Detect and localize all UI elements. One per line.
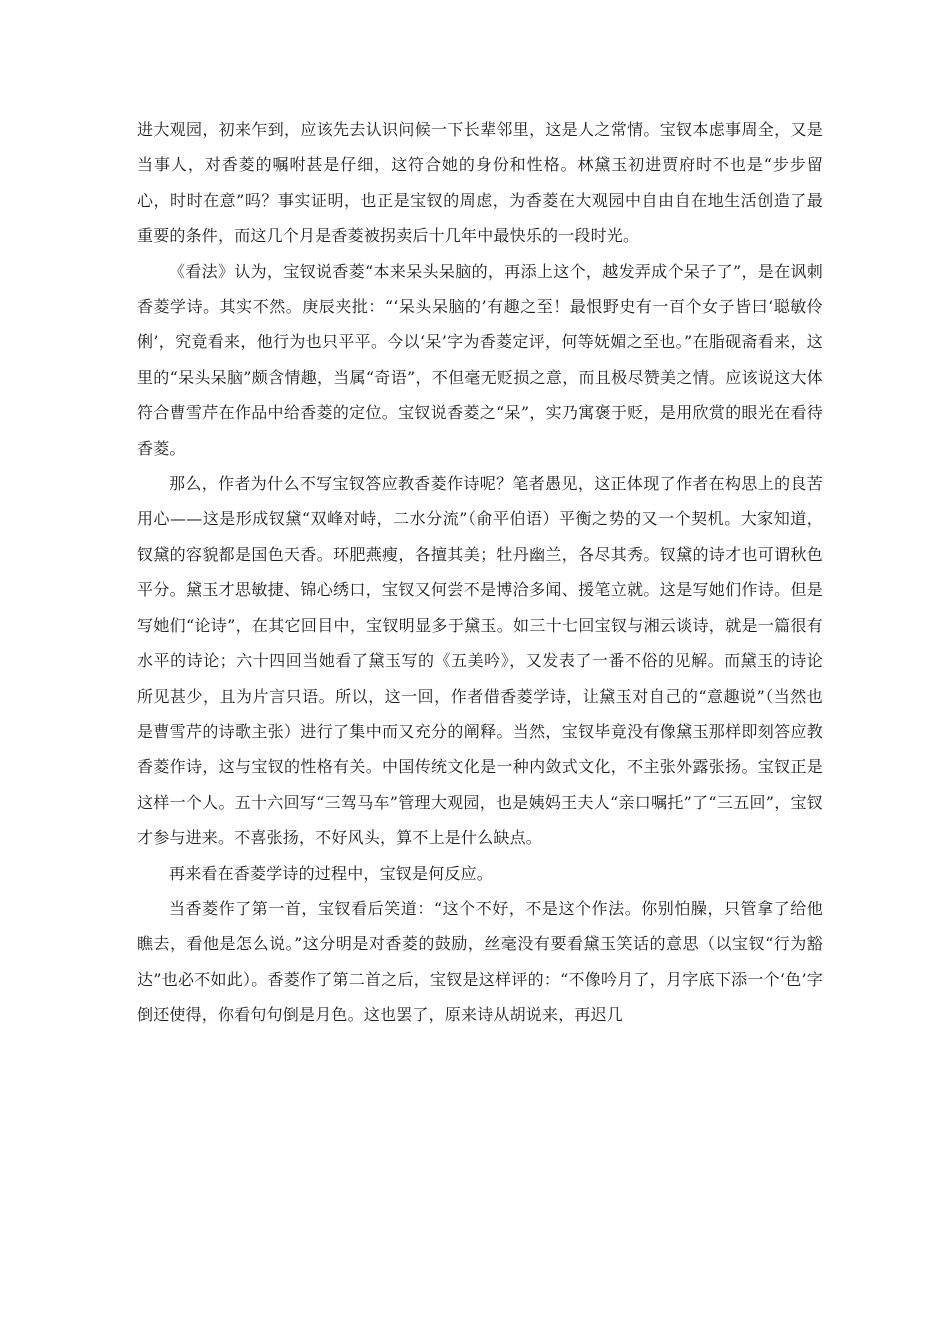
body-text [137,112,823,1033]
paragraph-4: 再来看在香菱学诗的过程中，宝钗是何反应。 [169,863,494,883]
paragraph-2: 《看法》认为，宝钗说香菱“本来呆头呆脑的，再添上这个，越发弄成个呆子了”，是在讽刺香菱学诗。其实不然。庚辰夹批：“‘呆头呆脑的’有趣之至！最恨野史有一百个女子皆曰‘聪敏伶俐’，究竟看来，他行为也只平平。今以‘呆’字为香菱定评，何等妩媚之至也。”在脂砚斋看来，这里的“呆头呆脑”颇含情趣，当属“奇语”，不但毫无贬损之意，而且极尽赞美之情。应该说这大体符合曹雪芹在作品中给香菱的定位。宝钗说香菱之“呆”，实乃寓褒于贬，是用欣赏的眼光在看待香菱。 [137,261,823,458]
paragraph-5: 当香菱作了第一首，宝钗看后笑道：“这个不好，不是这个作法。你别怕臊，只管拿了给他瞧去，看他是怎么说。”这分明是对香菱的鼓励，丝毫没有要看黛玉笑话的意思（以宝钗“行为豁达”也必不如此）。香菱作了第二首之后，宝钗是这样评的：“不像吟月了，月字底下添一个‘色’字倒还使得，你看句句倒是月色。这也罢了，原来诗从胡说来，再迟几 [137,898,823,1025]
paragraph-3: 那么，作者为什么不写宝钗答应教香菱作诗呢？笔者愚见，这正体现了作者在构思上的良苦用心——这是形成钗黛“双峰对峙，二水分流”（俞平伯语）平衡之势的又一个契机。大家知道，钗黛的容貌都是国色天香。环肥燕瘦，各擅其美；牡丹幽兰，各尽其秀。钗黛的诗才也可谓秋色平分。黛玉才思敏捷、锦心绣口，宝钗又何尝不是博洽多闻、援笔立就。这是写她们作诗。但是写她们“论诗”，在其它回目中，宝钗明显多于黛玉。如三十七回宝钗与湘云谈诗，就是一篇很有水平的诗论；六十四回当她看了黛玉写的《五美吟》，又发表了一番不俗的见解。而黛玉的诗论所见甚少，且为片言只语。所以，这一回，作者借香菱学诗，让黛玉对自己的“意趣说”（当然也是曹雪芹的诗歌主张）进行了集中而又充分的阐释。当然，宝钗毕竟没有像黛玉那样即刻答应教香菱作诗，这与宝钗的性格有关。中国传统文化是一种内敛式文化，不主张外露张扬。宝钗正是这样一个人。五十六回写“三驾马车”管理大观园，也是姨妈王夫人“亲口嘱托”了“三五回”，宝钗才参与进来。不喜张扬，不好风头，算不上是什么缺点。 [137,474,823,848]
paragraph-1: 进大观园，初来乍到，应该先去认识问候一下长辈邻里，这是人之常情。宝钗本虑事周全，又是当事人，对香菱的嘱咐甚是仔细，这符合她的身份和性格。林黛玉初进贾府时不也是“步步留心，时时在意”吗？事实证明，也正是宝钗的周虑，为香菱在大观园中自由自在地生活创造了最重要的条件，而这几个月是香菱被拐卖后十几年中最快乐的一段时光。 [137,120,823,246]
